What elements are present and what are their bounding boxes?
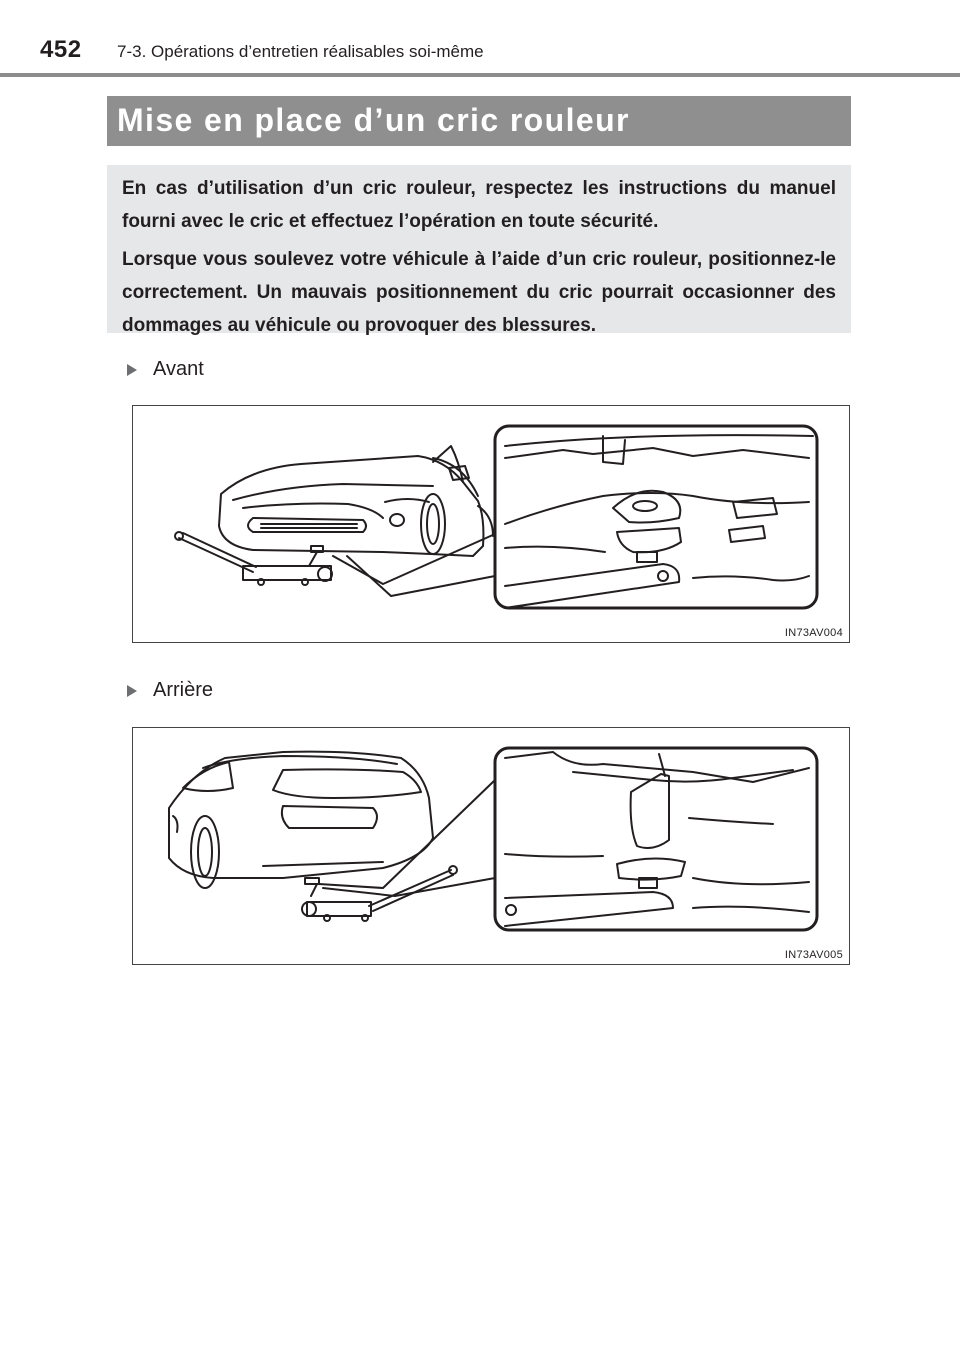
rear-car-jack-drawing bbox=[133, 728, 849, 964]
notice-paragraph-2: Lorsque vous soulevez votre véhicule à l’aide d’un cric rouleur, positionnez-le correctement. Un mauvais positionnement du cric pourrait occasionner des dommages au véhicule ou provoquer des blessures. bbox=[122, 249, 836, 336]
front-label: Avant bbox=[153, 358, 204, 380]
page-header bbox=[0, 0, 960, 80]
notice-paragraph-1: En cas d’utilisation d’un cric rouleur, respectez les instructions du manuel fourni avec le cric et effectuez l’opération en toute sécurité. bbox=[122, 178, 836, 232]
chapter-title: 7-3. Opérations d’entretien réalisables soi-même bbox=[117, 42, 484, 61]
section-title-bar bbox=[107, 96, 851, 146]
rear-figure-code: IN73AV005 bbox=[784, 949, 843, 961]
triangle-bullet-icon bbox=[127, 685, 137, 697]
rear-label: Arrière bbox=[153, 679, 214, 701]
notice-box bbox=[107, 165, 851, 336]
header-divider bbox=[0, 73, 960, 77]
front-figure-code: IN73AV004 bbox=[784, 627, 843, 639]
section-title: Mise en place d’un cric rouleur bbox=[117, 102, 630, 138]
front-jack-illustration bbox=[132, 405, 850, 643]
rear-jack-illustration bbox=[132, 727, 850, 965]
front-car-jack-drawing bbox=[133, 406, 849, 642]
page-number: 452 bbox=[40, 36, 82, 63]
triangle-bullet-icon bbox=[127, 364, 137, 376]
rear-label-row bbox=[127, 679, 213, 702]
front-label-row bbox=[127, 358, 204, 381]
